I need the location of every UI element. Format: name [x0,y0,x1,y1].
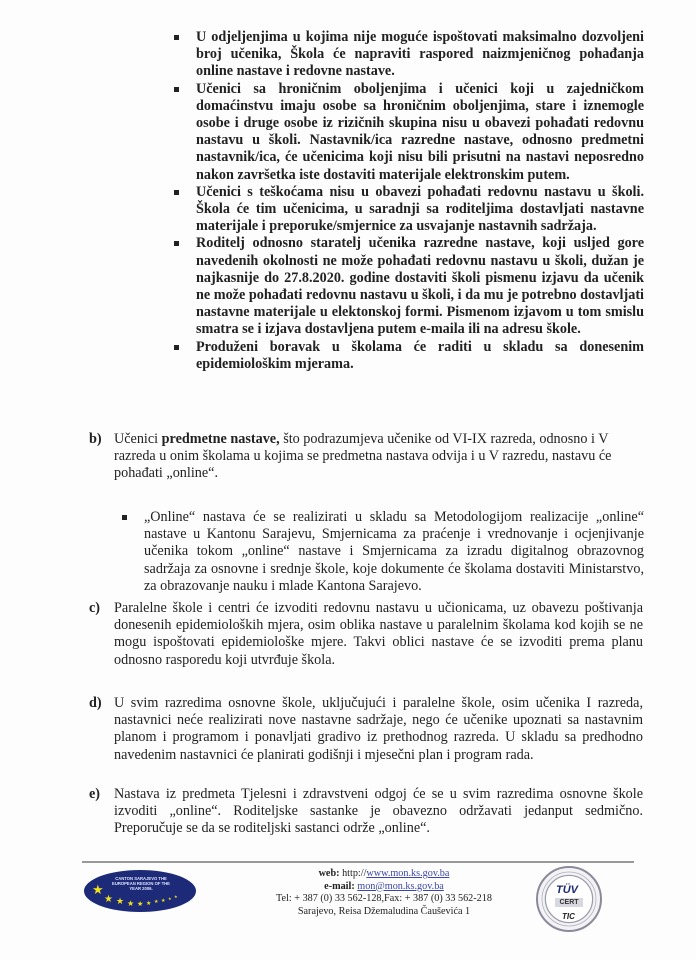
text-run: što podrazumjeva učenike od VI-IX razreda, odnosno i V razreda u onim školama u kojima se predmetna nastava odvija i u V razredu, nastavu će pohađati „online“. [114,431,612,482]
star-icon: ★ [92,883,104,898]
bullet-text: U odjeljenjima u kojima nije moguće ispoštovati maksimalno dozvoljeni broj učenika, Škola će napraviti raspored naizmjeničnog pohađanja online nastave i redovne nastave. [196,29,644,80]
bullet-text: Roditelj odnosno staratelj učenika razredne nastave, koji usljed gore navedenih okolnosti ne može pohađati redovnu nastavu u školi, dužan je najkasnije do 27.8.2020. godine dostaviti školi pismenu izjavu da učenik ne može pohađati redovnu nastavu u školi, i da mu je potrebno dostavljati nastavne materijale u elektonskoj formi. Pismenom izjavom u tom smislu smatra se i izjava dostavljena putem e-maila ili na adresu škole. [196,235,644,338]
star-icon: ★ [168,896,172,901]
section-d [89,695,643,764]
bullet-text: Produženi boravak u školama će raditi u skladu sa donesenim epidemiološkim mjerama. [196,338,644,372]
bullet-square-icon [174,345,179,350]
canton-sarajevo-logo [84,870,196,912]
tuv-cert-logo [536,866,602,932]
web-label: web: [318,868,340,879]
star-icon: ★ [104,894,113,905]
section-label: d) [89,695,102,711]
bullet-item [170,339,644,373]
text-run: Učenici [114,431,162,447]
section-b-text [114,431,643,483]
section-e [89,786,643,838]
footer-phone-fax: Tel: + 387 (0) 33 562-128,Fax: + 387 (0) 33 562-218 [276,893,492,905]
email-link[interactable]: mon@mon.ks.gov.ba [357,880,444,892]
star-icon: ★ [146,900,152,907]
section-label: c) [89,600,101,616]
section-b [89,431,643,483]
section-c-text: Paralelne škole i centri će izvoditi redovnu nastavu u učionicama, uz obavezu poštivanja donesenih epidemioloških mjera, osim oblika nastave u paralelnim školama kod kojih se ne mogu ispoštovati epidemiološke mjere. Takvi oblici nastave će se izvoditi prema planu odnosno rasporedu koji utvrđuje škola. [114,600,643,668]
cert-inner [545,875,593,923]
footer-address: Sarajevo, Reisa Džemaludina Čauševića 1 [297,905,471,917]
bullet-item [118,509,644,595]
star-icon: ★ [137,900,144,908]
footer-web-line [236,868,532,881]
bullet-text: Učenici s teškoćama nisu u obavezi pohađati redovnu nastavu u školi. Škola će tim učenicima, u saradnji sa roditeljima dostavljati nastavne materijale i preporuke/smjernice za usvajanje nastavnih sadržaja. [196,183,644,235]
footer-divider [82,861,634,863]
website-link[interactable]: www.mon.ks.gov.ba [366,868,450,879]
bullet-square-icon [174,35,179,40]
bullet-square-icon [122,515,127,520]
section-b-bullet [118,509,644,595]
bold-text-run: predmetne nastave, [161,431,280,447]
bullet-square-icon [174,190,179,195]
section-label: e) [89,786,101,802]
bullet-item [170,235,644,338]
tuv-brand: TÜV [556,884,578,896]
bullet-item [170,184,644,236]
section-d-text: U svim razredima osnovne škole, uključujući i paralelne škole, osim učenika I razreda, nastavnici neće realizirati nove nastavne sadržaje, nego će učenike upoznati sa nastavnim planom i programom i ponavljati gradivo iz prethodnog razreda. U skladu sa predhodno navedenim nastavnici će planirati godišnji i mjesečni plan i program rada. [114,695,643,763]
star-icon: ★ [127,899,135,908]
web-prefix: http:// [339,868,367,879]
bullet-square-icon [174,241,179,246]
section-label: b) [89,431,102,447]
cert-tic-label: TIC [562,912,575,921]
star-icon: ★ [116,897,125,907]
bullet-text: Učenici sa hroničnim oboljenjima i učenici koji u zajedničkom domaćinstvu imaju osobe sa hroničnim oboljenjima, stare i iznemogle osobe i druge osobe iz rizičnih skupina nisu u obavezi pohađati redovnu nastavu u školi. Nastavnik/ica razredne nastave, odnosno predmetni nastavnik/ica, će učenicima koji nisu bili prisutni na nastavi neposredno nakon završetka iste dostaviti materijale elektronskim putem. [196,80,644,183]
section-e-text: Nastava iz predmeta Tjelesni i zdravstveni odgoj će se u svim razredima osnovne škole izvoditi „online“. Roditeljske sastanke je obavezno održavati jedanput sedmično. Preporučuje se da se roditeljski sastanci održe „online“. [114,786,643,837]
footer-contact [236,868,532,918]
bullet-item [170,81,644,184]
footer-email-line [236,881,532,894]
logo-caption: CANTON SARAJEVO THE EUROPEAN REGION OF THE YEAR 2006. [112,876,170,891]
bullet-list-top [170,29,644,373]
section-c [89,600,643,669]
bullet-item [170,29,644,81]
cert-label: CERT [555,898,583,907]
bullet-text: „Online“ nastava će se realizirati u skladu sa Metodologijom realizacije „online“ nastave u Kantonu Sarajevu, Smjernicama za praćenje i vrednovanje i ocjenjivanje učenika tokom „online“ nastave i Smjernicama za izradu digitalnog obrazovnog sadržaja za osnovne i srednje škole, koje dokumente će školama dostaviti Ministarstvo, za obrazovanje nauku i mlade Kantona Sarajevo. [144,509,644,594]
star-icon: ★ [154,899,159,905]
star-icon: ★ [174,894,178,899]
star-icon: ★ [161,898,166,904]
bullet-square-icon [174,87,179,92]
email-label: e-mail: [324,880,355,892]
